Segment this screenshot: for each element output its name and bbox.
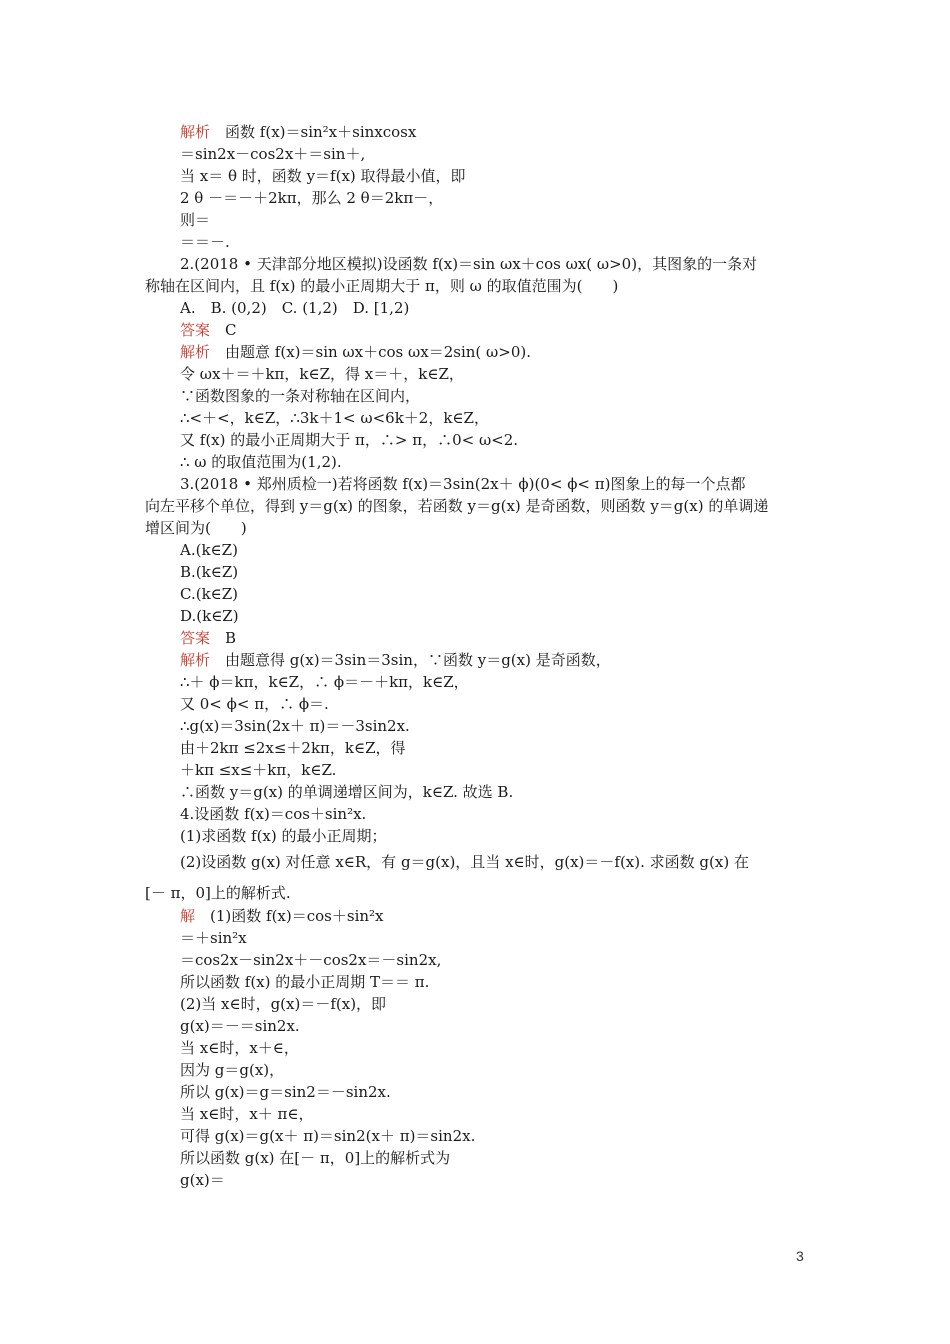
text-line xyxy=(180,1147,450,1169)
text-line xyxy=(180,627,236,649)
text-line xyxy=(145,882,291,904)
text-line xyxy=(180,949,441,971)
line-text: 所以 g(x)＝g＝sin2＝－sin2x. xyxy=(180,1083,391,1101)
text-line xyxy=(180,693,329,715)
line-text: 所以函数 g(x) 在[－ π，0]上的解析式为 xyxy=(180,1149,451,1167)
text-line xyxy=(180,473,745,495)
line-text: g(x)＝－＝sin2x. xyxy=(180,1017,300,1035)
line-text: 当 x∈时，x＋ π∈， xyxy=(180,1105,314,1123)
line-text: D.(k∈Z) xyxy=(180,607,239,625)
text-line xyxy=(180,605,239,627)
text-line xyxy=(180,341,531,363)
text-line xyxy=(180,759,336,781)
line-text: 由＋2kπ ≤2x≤＋2kπ，k∈Z，得 xyxy=(180,739,406,757)
text-line xyxy=(180,209,210,231)
text-line xyxy=(180,825,387,847)
line-text: 所以函数 f(x) 的最小正周期 T＝＝ π. xyxy=(180,973,430,991)
section-tag: 解析 xyxy=(180,651,211,669)
line-text: 可得 g(x)＝g(x＋ π)＝sin2(x＋ π)＝sin2x. xyxy=(180,1127,476,1145)
line-text: [－ π，0]上的解析式. xyxy=(145,884,291,902)
text-line xyxy=(180,1081,391,1103)
line-text: A. B. (0,2) C. (1,2) D. [1,2) xyxy=(180,299,410,317)
line-text: (2)设函数 g(x) 对任意 x∈R，有 g＝g(x)，且当 x∈时，g(x)＝－f(x). 求函数 g(x) 在 xyxy=(180,853,749,871)
line-text: (1)求函数 f(x) 的最小正周期； xyxy=(180,827,387,845)
line-text: 因为 g＝g(x)， xyxy=(180,1061,285,1079)
text-line xyxy=(180,451,342,473)
text-line xyxy=(180,319,237,341)
text-line xyxy=(180,297,409,319)
text-line xyxy=(180,971,429,993)
line-text: 函数 f(x)＝sin²x＋sinxcosx xyxy=(210,123,417,141)
line-text: 则＝ xyxy=(180,211,211,229)
line-text: ＝sin2x－cos2x＋＝sin＋, xyxy=(180,145,366,163)
text-line xyxy=(145,495,768,517)
text-line xyxy=(180,407,489,429)
line-text: 增区间为( ) xyxy=(145,519,247,537)
line-text: ∵函数图象的一条对称轴在区间内， xyxy=(180,387,421,405)
text-line xyxy=(180,1125,475,1147)
line-text: ∴ ω 的取值范围为(1,2). xyxy=(180,453,342,471)
line-text: (2)当 x∈时，g(x)＝－f(x)，即 xyxy=(180,995,387,1013)
text-line xyxy=(180,1059,284,1081)
line-text: 4.设函数 f(x)＝cos＋sin²x. xyxy=(180,805,367,823)
text-line xyxy=(180,1015,300,1037)
line-text: ∴函数 y＝g(x) 的单调递增区间为，k∈Z. 故选 B. xyxy=(180,783,514,801)
line-text: 由题意得 g(x)＝3sin＝3sin，∵函数 y＝g(x) 是奇函数， xyxy=(210,651,611,669)
line-text: (1)函数 f(x)＝cos＋sin²x xyxy=(195,907,384,925)
line-text: C xyxy=(210,321,237,339)
line-text: B xyxy=(210,629,237,647)
line-text: 令 ωx＋＝＋kπ，k∈Z，得 x＝＋，k∈Z， xyxy=(180,365,464,383)
section-tag: 答案 xyxy=(180,321,211,339)
line-text: 又 0< ϕ< π，∴ ϕ＝. xyxy=(180,695,329,713)
text-line xyxy=(180,781,513,803)
section-tag: 解 xyxy=(180,907,196,925)
text-line xyxy=(180,165,466,187)
text-line xyxy=(180,143,365,165)
text-line xyxy=(180,253,757,275)
text-line xyxy=(180,231,230,253)
line-text: 由题意 f(x)＝sin ωx＋cos ωx＝2sin( ω>0). xyxy=(210,343,531,361)
line-text: g(x)＝ xyxy=(180,1171,225,1189)
line-text: ＝＋sin²x xyxy=(180,929,247,947)
section-tag: 解析 xyxy=(180,343,211,361)
text-line xyxy=(180,851,749,873)
line-text: 2.(2018 • 天津部分地区模拟)设函数 f(x)＝sin ωx＋cos ωx( ω>0)，其图象的一条对 xyxy=(180,255,758,273)
text-line xyxy=(180,385,420,407)
text-line xyxy=(180,649,611,671)
line-text: ∴g(x)＝3sin(2x＋ π)＝－3sin2x. xyxy=(180,717,410,735)
line-text: 2 θ －＝－＋2kπ，那么 2 θ＝2kπ－， xyxy=(180,189,444,207)
line-text: ＝cos2x－sin2x＋－cos2x＝－sin2x, xyxy=(180,951,442,969)
text-line xyxy=(180,583,238,605)
text-line xyxy=(180,993,386,1015)
text-line xyxy=(180,539,238,561)
page-number: 3 xyxy=(796,1248,804,1264)
line-text: 又 f(x) 的最小正周期大于 π，∴> π，∴0< ω<2. xyxy=(180,431,519,449)
line-text: 当 x＝ θ 时，函数 y＝f(x) 取得最小值，即 xyxy=(180,167,466,185)
line-text: ＝＝－. xyxy=(180,233,230,251)
text-line xyxy=(180,429,518,451)
line-text: ∴<＋<，k∈Z，∴3k＋1< ω<6k＋2，k∈Z， xyxy=(180,409,489,427)
text-line xyxy=(180,803,366,825)
line-text: ＋kπ ≤x≤＋kπ，k∈Z. xyxy=(180,761,337,779)
line-text: 3.(2018 • 郑州质检一)若将函数 f(x)＝3sin(2x＋ ϕ)(0< ϕ< π)图象上的每一个点都 xyxy=(180,475,746,493)
text-line xyxy=(180,905,384,927)
text-line xyxy=(180,927,247,949)
section-tag: 答案 xyxy=(180,629,211,647)
text-line xyxy=(145,275,618,297)
section-tag: 解析 xyxy=(180,123,211,141)
text-line xyxy=(180,1103,314,1125)
line-text: C.(k∈Z) xyxy=(180,585,239,603)
text-line xyxy=(180,715,410,737)
text-line xyxy=(180,1037,299,1059)
text-line xyxy=(180,561,238,583)
line-text: B.(k∈Z) xyxy=(180,563,239,581)
line-text: 向左平移个单位，得到 y＝g(x) 的图象，若函数 y＝g(x) 是奇函数，则函数 y＝g(x) 的单调递 xyxy=(145,497,769,515)
text-line xyxy=(145,517,247,539)
text-line xyxy=(180,737,406,759)
line-text: 称轴在区间内，且 f(x) 的最小正周期大于 π，则 ω 的取值范围为( ) xyxy=(145,277,619,295)
text-line xyxy=(180,121,416,143)
text-line xyxy=(180,363,464,385)
line-text: A.(k∈Z) xyxy=(180,541,238,559)
text-line xyxy=(180,187,443,209)
line-text: 当 x∈时，x＋∈， xyxy=(180,1039,299,1057)
text-line xyxy=(180,1169,225,1191)
text-line xyxy=(180,671,469,693)
line-text: ∴＋ ϕ＝kπ，k∈Z，∴ ϕ＝－＋kπ，k∈Z， xyxy=(180,673,469,691)
